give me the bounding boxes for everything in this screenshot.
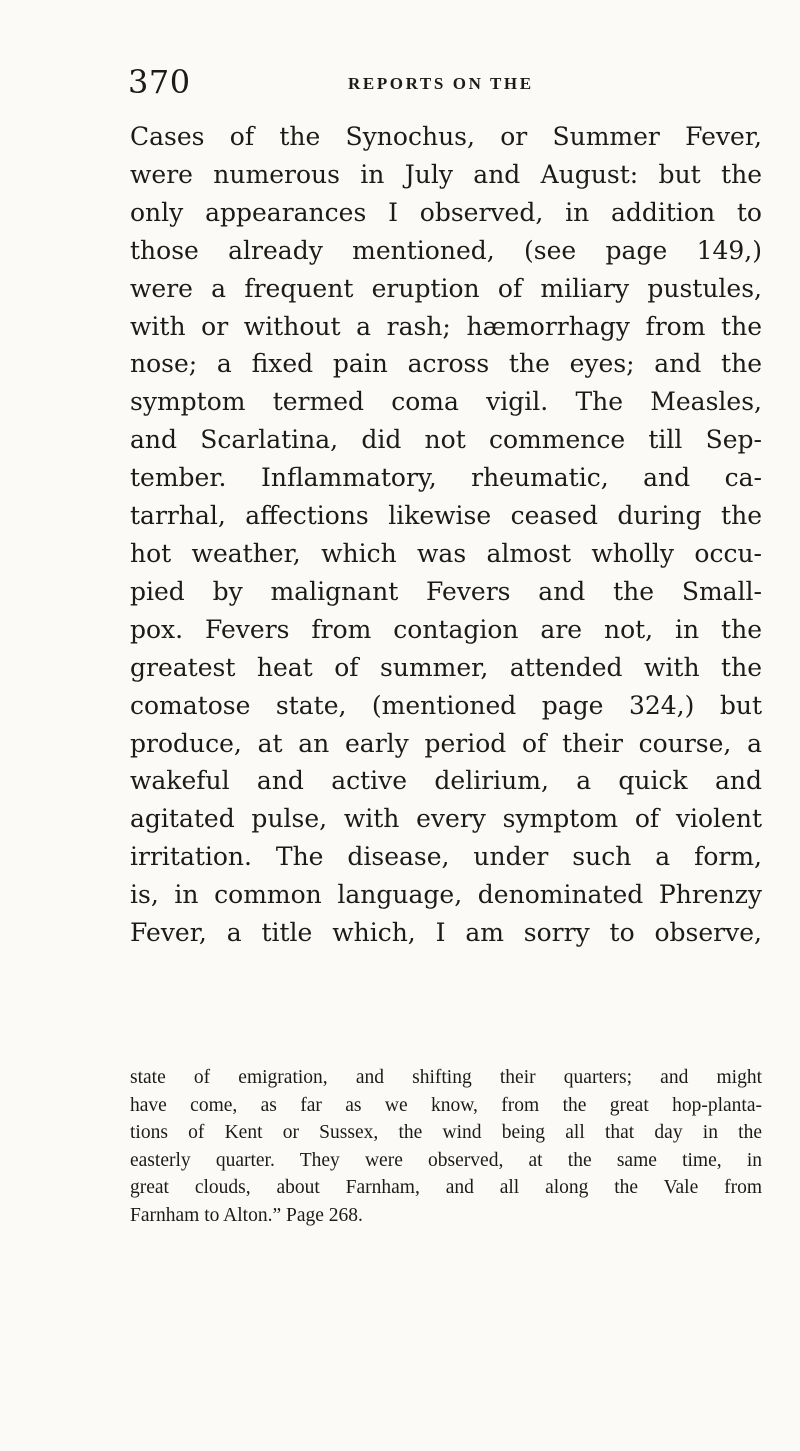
text-line: Cases of the Synochus, or Summer Fever, [130,122,762,151]
footnote-line: have come, as far as we know, from the great hop-planta- [130,1094,762,1116]
text-line: symptom termed coma vigil. The Measles, [130,387,762,417]
footnote [130,1064,762,1230]
footnote-line: state of emigration, and shifting their quarters; and might [130,1067,762,1088]
page-header [128,62,668,106]
text-line: Fever, a title which, I am sorry to observe, [130,918,762,948]
text-line: greatest heat of summer, attended with the [130,652,762,682]
footnote-line: tions of Kent or Sussex, the wind being all that day in the [130,1122,762,1144]
text-line: is, in common language, denominated Phrenzy [130,880,762,910]
text-line: nose; a fixed pain across the eyes; and the [130,349,762,379]
text-line: wakeful and active delirium, a quick and [130,766,762,796]
main-paragraph [130,118,762,952]
text-line: produce, at an early period of their course, a [130,728,762,758]
running-head: REPORTS ON THE [348,74,534,93]
text-line: pox. Fevers from contagion are not, in the [130,614,762,644]
page-number: 370 [128,63,191,101]
text-line: with or without a rash; hæmorrhagy from the [130,311,762,341]
text-line: pied by malignant Fevers and the Small- [130,576,762,606]
text-line: were a frequent eruption of miliary pustules, [130,273,762,303]
text-line: only appearances I observed, in addition to [130,197,762,227]
text-line: hot weather, which was almost wholly occu- [130,538,762,568]
text-line: tember. Inflammatory, rheumatic, and ca- [130,463,762,493]
text-line: and Scarlatina, did not commence till Sep- [130,425,762,455]
text-line: were numerous in July and August: but the [130,159,762,189]
text-line: those already mentioned, (see page 149,) [130,235,762,265]
footnote-line: great clouds, about Farnham, and all along the Vale from [130,1177,762,1199]
footnote-line: easterly quarter. They were observed, at the same time, in [130,1149,762,1171]
text-line: agitated pulse, with every symptom of violent [130,804,762,834]
text-line: irritation. The disease, under such a form, [130,842,762,872]
footnote-line: Farnham to Alton.” Page 268. [130,1204,363,1226]
text-line: tarrhal, affections likewise ceased during the [130,501,762,531]
text-line: comatose state, (mentioned page 324,) but [130,690,762,720]
